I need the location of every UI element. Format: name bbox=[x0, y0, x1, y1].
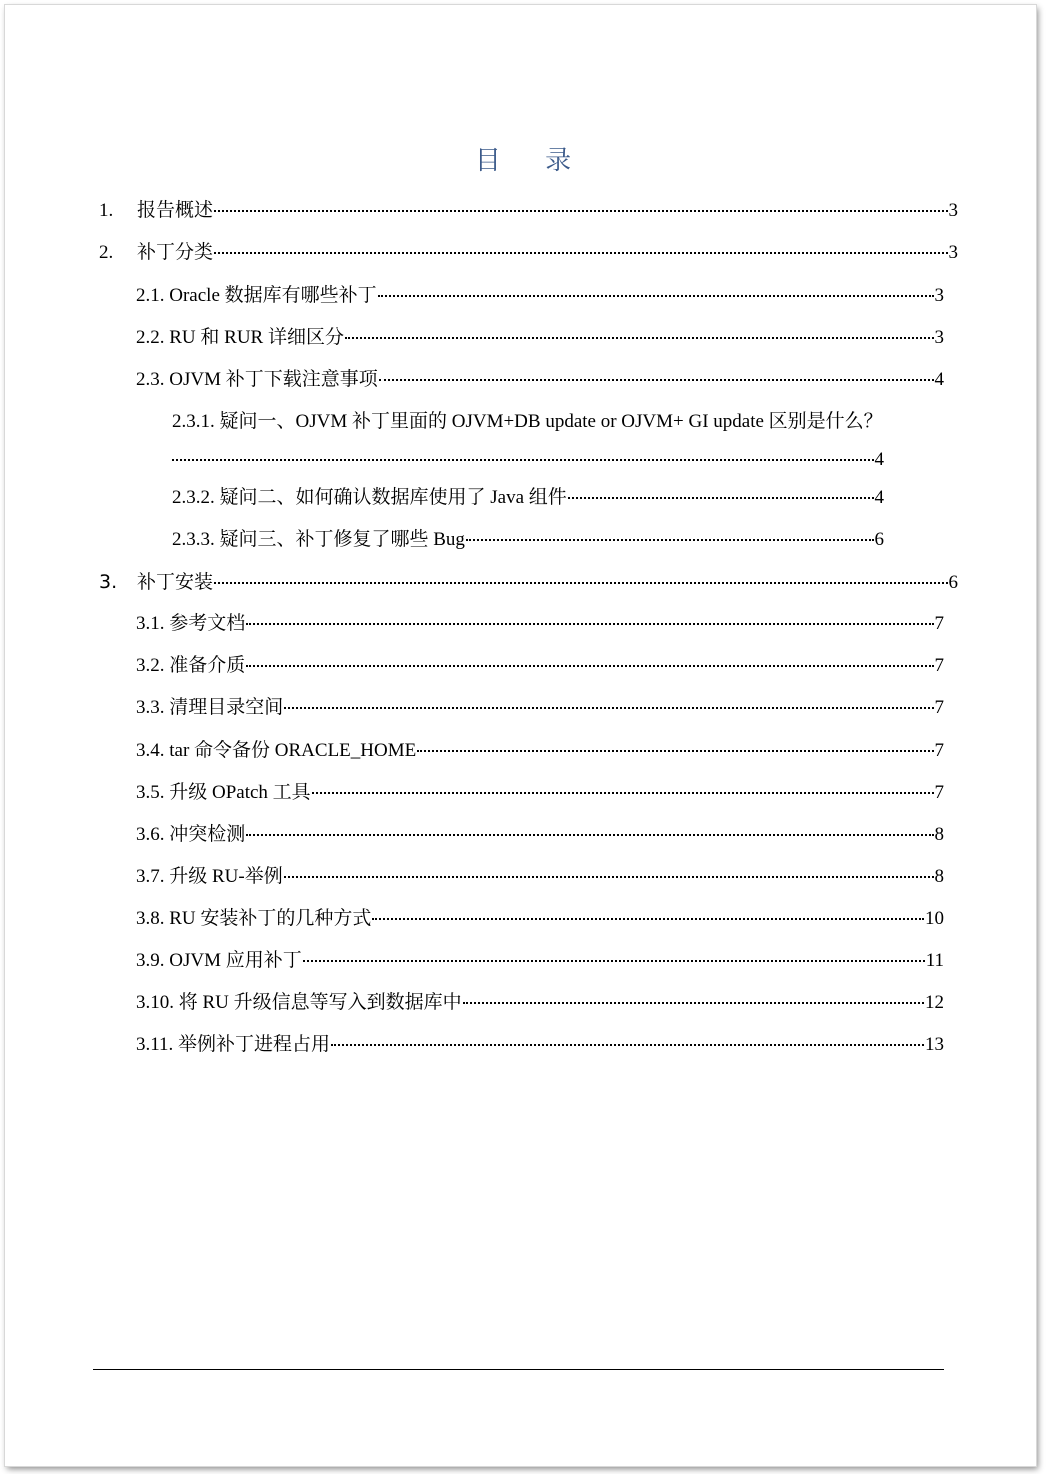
toc-entry-page: 10 bbox=[925, 908, 944, 929]
toc-entry-text: 3.10. 将 RU 升级信息等写入到数据库中 bbox=[136, 992, 462, 1013]
dot-leader bbox=[417, 750, 933, 752]
toc-entry-page: 3 bbox=[934, 327, 944, 348]
dot-leader bbox=[214, 582, 947, 584]
toc-entry[interactable] bbox=[136, 781, 944, 805]
toc-entry-page: 11 bbox=[925, 950, 944, 971]
dot-leader bbox=[331, 1044, 924, 1046]
toc-entry[interactable] bbox=[136, 654, 944, 678]
dot-leader bbox=[312, 792, 934, 794]
toc-entry-number: 1. bbox=[99, 200, 114, 221]
toc-entry-page: 8 bbox=[934, 866, 944, 887]
toc-entry-text: 3.8. RU 安装补丁的几种方式 bbox=[136, 908, 372, 929]
toc-entry[interactable] bbox=[136, 696, 944, 720]
toc-entry-text: 2.3.3. 疑问三、补丁修复了哪些 Bug bbox=[172, 529, 465, 550]
toc-entry-text: 3.1. 参考文档 bbox=[136, 613, 246, 634]
toc-entry-text: 2.1. Oracle 数据库有哪些补丁 bbox=[136, 285, 377, 306]
dot-leader bbox=[379, 379, 934, 381]
toc-entry[interactable] bbox=[172, 528, 884, 552]
dot-leader bbox=[246, 834, 933, 836]
toc-entry-page: 4 bbox=[874, 487, 884, 508]
toc-entry-page: 12 bbox=[925, 992, 944, 1013]
toc-entry-text: 3.6. 冲突检测 bbox=[136, 824, 246, 845]
toc-entry-page: 7 bbox=[934, 740, 944, 761]
dot-leader bbox=[214, 210, 947, 212]
toc-entry-text: 3.9. OJVM 应用补丁 bbox=[136, 950, 302, 971]
toc-entry[interactable] bbox=[136, 612, 944, 636]
toc-entry-text: 2.2. RU 和 RUR 详细区分 bbox=[136, 327, 344, 348]
toc-entry-text: 2.3.2. 疑问二、如何确认数据库使用了 Java 组件 bbox=[172, 487, 567, 508]
toc-entry-page: 4 bbox=[874, 449, 884, 470]
toc-entry-number: 3. bbox=[99, 571, 118, 593]
toc-entry[interactable] bbox=[136, 739, 944, 763]
toc-entry-text: 3.7. 升级 RU-举例 bbox=[136, 866, 283, 887]
dot-leader bbox=[246, 623, 933, 625]
dot-leader bbox=[284, 707, 933, 709]
toc-entry-page: 3 bbox=[934, 285, 944, 306]
toc-entry-page: 13 bbox=[925, 1034, 944, 1055]
dot-leader bbox=[303, 960, 925, 962]
toc-entry-page: 7 bbox=[934, 613, 944, 634]
toc-entry-text: 2.3. OJVM 补丁下载注意事项 bbox=[136, 369, 378, 390]
toc-entry-text: 补丁安装 bbox=[137, 572, 214, 593]
footer-rule bbox=[93, 1369, 944, 1370]
toc-entry-page: 6 bbox=[948, 572, 958, 593]
toc-entry[interactable] bbox=[99, 241, 958, 265]
dot-leader bbox=[172, 459, 874, 461]
toc-entry[interactable] bbox=[136, 991, 944, 1015]
toc-entry[interactable] bbox=[172, 410, 952, 434]
dot-leader bbox=[246, 665, 933, 667]
toc-entry[interactable] bbox=[136, 907, 944, 931]
dot-leader bbox=[378, 295, 934, 297]
toc-entry[interactable] bbox=[136, 1033, 944, 1057]
toc-entry-page: 4 bbox=[934, 369, 944, 390]
toc-entry[interactable] bbox=[136, 949, 944, 973]
dot-leader bbox=[466, 539, 874, 541]
toc-entry[interactable] bbox=[136, 865, 944, 889]
toc-entry-text: 2.3.1. 疑问一、OJVM 补丁里面的 OJVM+DB update or OJVM+ GI update 区别是什么？ bbox=[172, 411, 883, 432]
toc-entry-page: 7 bbox=[934, 655, 944, 676]
toc-entry-page: 6 bbox=[874, 529, 884, 550]
toc-entry[interactable] bbox=[136, 823, 944, 847]
toc-entry-page: 7 bbox=[934, 782, 944, 803]
toc-entry[interactable] bbox=[99, 570, 958, 595]
toc-entry-page: 3 bbox=[948, 200, 958, 221]
toc-entry-text: 报告概述 bbox=[137, 200, 214, 221]
toc-entry[interactable] bbox=[136, 284, 944, 308]
dot-leader bbox=[463, 1002, 924, 1004]
toc-entry-text: 3.4. tar 命令备份 ORACLE_HOME bbox=[136, 740, 417, 761]
toc-entry[interactable] bbox=[99, 199, 958, 223]
toc-entry-text: 3.5. 升级 OPatch 工具 bbox=[136, 782, 311, 803]
document-page bbox=[5, 5, 1036, 1466]
dot-leader bbox=[214, 252, 947, 254]
toc-entry[interactable] bbox=[172, 486, 884, 510]
toc-title: 目 录 bbox=[474, 146, 590, 176]
toc-entry[interactable] bbox=[136, 326, 944, 350]
toc-entry-page: 8 bbox=[934, 824, 944, 845]
toc-entry-continuation[interactable] bbox=[172, 448, 884, 472]
dot-leader bbox=[345, 337, 934, 339]
dot-leader bbox=[284, 876, 934, 878]
dot-leader bbox=[568, 497, 874, 499]
toc-entry-page: 3 bbox=[948, 242, 958, 263]
toc-entry-text: 3.3. 清理目录空间 bbox=[136, 697, 284, 718]
toc-entry-text: 3.11. 举例补丁进程占用 bbox=[136, 1034, 331, 1055]
dot-leader bbox=[372, 918, 924, 920]
toc-entry-page: 7 bbox=[934, 697, 944, 718]
toc-entry-number: 2. bbox=[99, 242, 114, 263]
toc-entry-text: 3.2. 准备介质 bbox=[136, 655, 246, 676]
toc-entry-text: 补丁分类 bbox=[137, 242, 214, 263]
toc-entry[interactable] bbox=[136, 368, 944, 392]
